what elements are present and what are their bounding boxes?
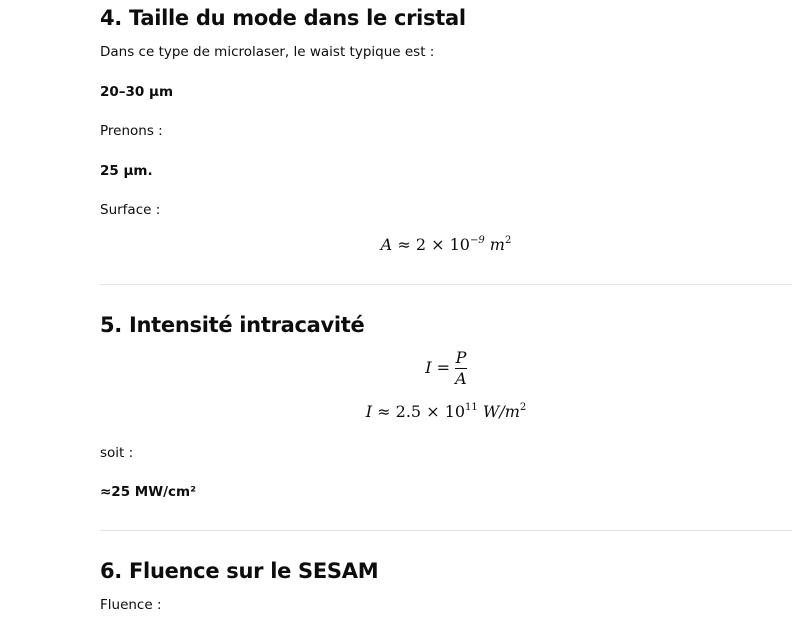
section-divider bbox=[100, 284, 792, 285]
intensity-value-equation: $I \approx 2.5 \times 10^{11}$ $W/m^2$ bbox=[365, 402, 527, 421]
section-divider bbox=[100, 530, 792, 531]
intensity-definition-equation: I = $\frac{P}{A}$ bbox=[425, 348, 467, 388]
intensity-result: ≈25 MW/cm² bbox=[100, 484, 197, 500]
fluence-label: Fluence : bbox=[100, 597, 162, 613]
section-6-heading: 6. Fluence sur le SESAM bbox=[100, 559, 379, 583]
take-value: 25 µm. bbox=[100, 163, 153, 179]
surface-label: Surface : bbox=[100, 202, 161, 218]
section-5-heading: 5. Intensité intracavité bbox=[100, 313, 365, 337]
fraction: $\frac{P}{A}$ bbox=[455, 348, 467, 388]
section-4-intro: Dans ce type de microlaser, le waist typique est : bbox=[100, 44, 435, 60]
section-4-heading: 4. Taille du mode dans le cristal bbox=[100, 6, 466, 30]
take-label: Prenons : bbox=[100, 123, 163, 139]
waist-range: 20–30 µm bbox=[100, 84, 174, 100]
soit-label: soit : bbox=[100, 445, 134, 461]
area-equation: $A \approx 2 \times 10^{-9}$ $m^2$ bbox=[380, 235, 512, 254]
